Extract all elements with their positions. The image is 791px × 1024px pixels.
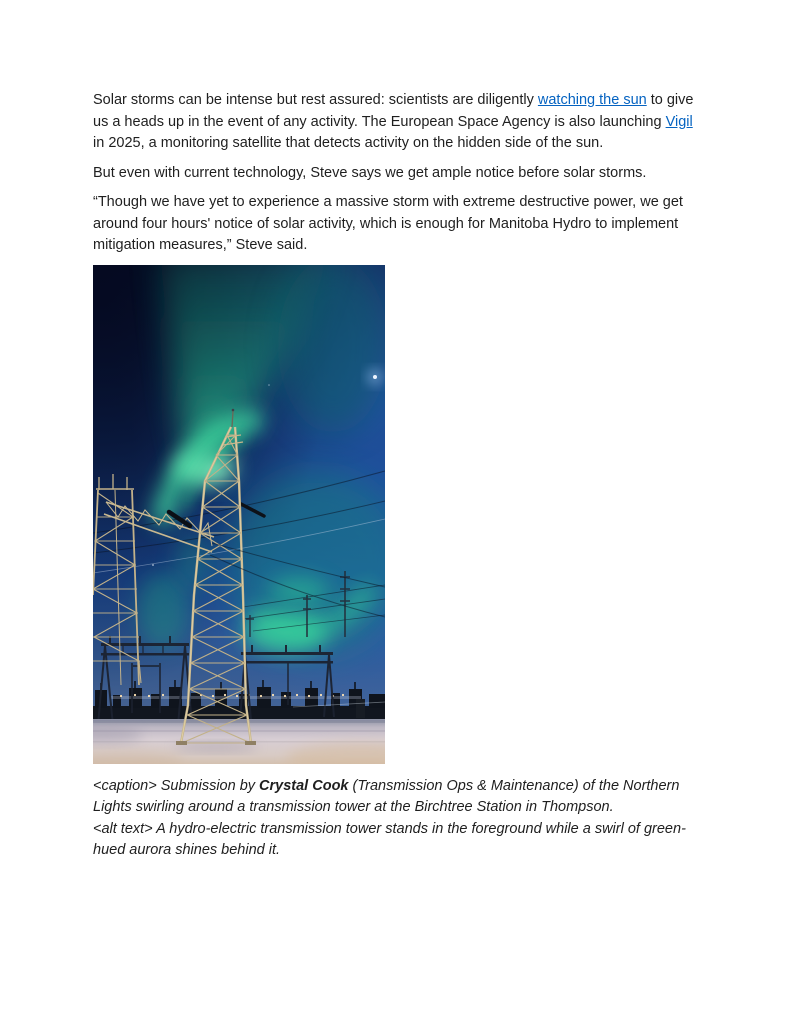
p1-text-1: Solar storms can be intense but rest assured: scientists are diligently bbox=[93, 92, 538, 108]
p1-text-3: in 2025, a monitoring satellite that detects activity on the hidden side of the sun. bbox=[93, 135, 604, 151]
tower-tip-beacon bbox=[232, 408, 235, 411]
caption-prefix: <caption> Submission by bbox=[93, 777, 260, 794]
document-content bbox=[93, 90, 701, 870]
paragraph-ample-notice: But even with current technology, Steve says we get ample notice before solar storms. bbox=[93, 164, 647, 181]
caption-author: Crystal Cook bbox=[259, 777, 349, 794]
paragraph-solar-storms bbox=[93, 90, 701, 155]
caption-rest: (Transmission Ops & Maintenance) of the Northern Lights swirling around a transmission tower at the Birchtree Station in Thompson. bbox=[93, 777, 680, 815]
p1-text-2: to give us a heads up in the event of any activity. The European Space Agency is also launching bbox=[93, 92, 694, 130]
paragraph-steve-quote: “Though we have yet to experience a massive storm with extreme destructive power, we get around four hours' notice of solar activity, which is enough for Manitoba Hydro to implement mitigation measures,” Steve said. bbox=[93, 194, 683, 253]
alt-text-line: <alt text> A hydro-electric transmission tower stands in the foreground while a swirl of green-hued aurora shines behind it. bbox=[93, 820, 686, 858]
aurora-photo bbox=[93, 265, 385, 764]
photo-caption bbox=[93, 776, 701, 862]
link-vigil[interactable]: Vigil bbox=[665, 113, 693, 130]
link-watching-the-sun[interactable]: watching the sun bbox=[537, 92, 647, 108]
